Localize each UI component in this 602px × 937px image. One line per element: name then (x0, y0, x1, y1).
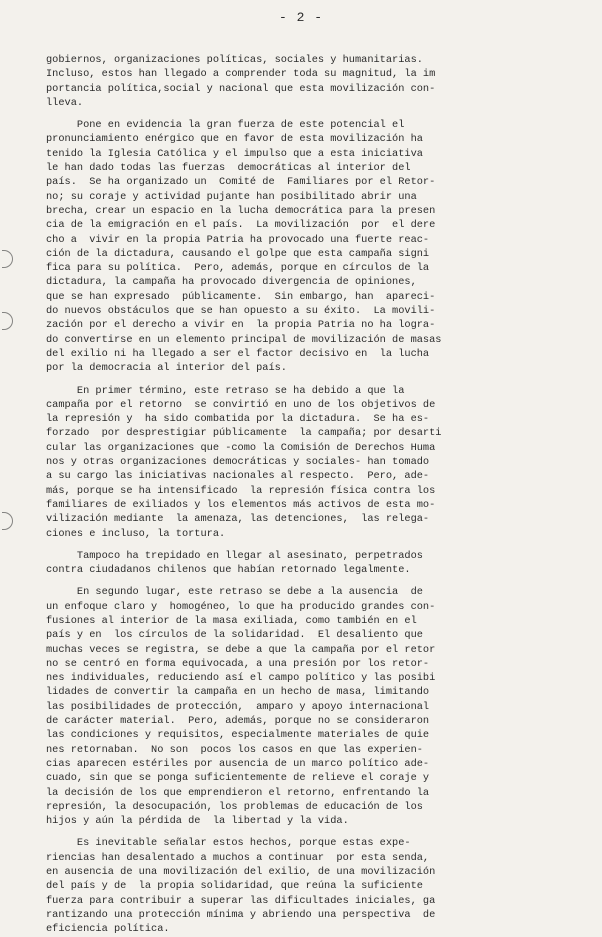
text-line: tenido la Iglesia Católica y el impulso que a esta iniciativa (46, 147, 423, 160)
punch-hole-mark (2, 512, 13, 530)
text-line: muchas veces se registra, se debe a que la campaña por el retor (46, 643, 436, 656)
text-line: cia de la emigración en el país. La movilización por el dere (46, 219, 436, 232)
text-line: Es inevitable señalar estos hechos, porque estas expe- (46, 837, 411, 850)
document-body (46, 53, 576, 937)
text-line: más, porque se ha intensificado la represión física contra los (46, 484, 436, 497)
text-line: la represión y ha sido combatida por la dictadura. Se ha es- (46, 413, 430, 426)
text-line: eficiencia política. (46, 923, 170, 936)
text-line: forzado por desprestigiar públicamente la campaña; por desarti (46, 427, 442, 440)
text-line: cias aparecen estériles por ausencia de un marco político ade- (46, 757, 430, 770)
text-line: no; su coraje y actividad pujante han posibilitado abrir una (46, 190, 417, 203)
text-line: lleva. (46, 96, 84, 109)
text-line: en ausencia de una movilización del exilio, de una movilización (46, 866, 436, 879)
text-line: En primer término, este retraso se ha debido a que la (46, 384, 405, 397)
paragraph (46, 118, 576, 375)
text-line: las posibilidades de protección, amparo y apoyo internacional (46, 700, 430, 713)
text-line: rantizando una protección mínima y abriendo una perspectiva de (46, 908, 436, 921)
text-line: do nuevos obstáculos que se han opuesto a su éxito. La movili- (46, 305, 436, 318)
text-line: hijos y aún la pérdida de la libertad y la vida. (46, 815, 349, 828)
text-line: nos y otras organizaciones democráticas y sociales- han tomado (46, 456, 430, 469)
text-line: represión, la desocupación, los problemas de educación de los (46, 800, 423, 813)
text-line: gobiernos, organizaciones políticas, sociales y humanitarias. (46, 54, 423, 66)
text-line: país y en los círculos de la solidaridad. El desaliento que (46, 629, 423, 642)
text-line: las condiciones y requisitos, especialmente materiales de quie (46, 729, 430, 742)
text-line: que se han expresado públicamente. Sin embargo, han apareci- (46, 290, 436, 303)
text-line: por la democracia al interior del país. (46, 362, 287, 375)
text-line: cuado, sin que se ponga suficientemente de relieve el coraje y (46, 772, 430, 785)
text-line: Incluso, estos han llegado a comprender toda su magnitud, la im (46, 68, 436, 81)
text-line: del país y de la propia solidaridad, que reúna la suficiente (46, 880, 423, 893)
page-number: - 2 - (278, 10, 323, 25)
text-line: país. Se ha organizado un Comité de Familiares por el Retor- (46, 176, 436, 189)
text-line: fica para su política. Pero, además, porque en círculos de la (46, 262, 430, 275)
text-line: de carácter material. Pero, además, porque no se consideraron (46, 715, 430, 728)
text-line: la decisión de los que emprendieron el retorno, enfrentando la (46, 786, 430, 799)
punch-hole-mark (2, 312, 13, 330)
text-line: un enfoque claro y homogéneo, lo que ha producido grandes con- (46, 600, 436, 613)
text-line: campaña por el retorno se convirtió en uno de los objetivos de (46, 398, 436, 411)
text-line: portancia política,social y nacional que esta movilización con- (46, 82, 436, 95)
text-line: fusiones al interior de la masa exiliada, como también en el (46, 614, 417, 627)
paragraph (46, 53, 576, 110)
text-line: familiares de exiliados y los elementos más activos de esta mo- (46, 498, 436, 511)
text-line: le han dado todas las fuerzas democráticas al interior del (46, 162, 411, 175)
paragraph (46, 549, 576, 578)
text-line: pronunciamiento enérgico que en favor de esta movilización ha (46, 133, 423, 146)
text-line: Tampoco ha trepidado en llegar al asesinato, perpetrados (46, 549, 423, 562)
text-line: del exilio ni ha llegado a ser el factor decisivo en la lucha (46, 347, 430, 360)
text-line: dictadura, la campaña ha provocado divergencia de opiniones, (46, 276, 417, 289)
text-line: zación por el derecho a vivir en la propia Patria no ha logra- (46, 319, 436, 332)
text-line: ción de la dictadura, causando el golpe que esta campaña signi (46, 247, 430, 260)
text-line: contra ciudadanos chilenos que habían retornado legalmente. (46, 564, 411, 577)
text-line: nes retornaban. No son pocos los casos en que las experien- (46, 743, 423, 756)
text-line: En segundo lugar, este retraso se debe a la ausencia de (46, 586, 423, 599)
text-line: nes individuales, reduciendo así el campo político y las posibi (46, 672, 436, 685)
text-line: fuerza para contribuir a superar las dificultades iniciales, ga (46, 894, 436, 907)
punch-hole-mark (2, 250, 13, 268)
text-line: no se centró en forma equivocada, a una presión por los retor- (46, 657, 430, 670)
text-line: Pone en evidencia la gran fuerza de este potencial el (46, 119, 405, 132)
text-line: cho a vivir en la propia Patria ha provocado una fuerte reac- (46, 233, 430, 246)
text-line: riencias han desalentado a muchos a continuar por esta senda, (46, 851, 430, 864)
text-line: a su cargo las iniciativas nacionales al respecto. Pero, ade- (46, 470, 430, 483)
paragraph (46, 384, 576, 541)
text-line: cular las organizaciones que -como la Comisión de Derechos Huma (46, 441, 436, 454)
text-line: lidades de convertir la campaña en un hecho de masa, limitando (46, 686, 430, 699)
paragraph (46, 836, 576, 936)
paragraph (46, 585, 576, 828)
text-line: brecha, crear un espacio en la lucha democrática para la presen (46, 204, 436, 217)
text-line: ciones e incluso, la tortura. (46, 527, 226, 540)
text-line: vilización mediante la amenaza, las detenciones, las relega- (46, 513, 430, 526)
text-line: do convertirse en un elemento principal de movilización de masas (46, 333, 442, 346)
